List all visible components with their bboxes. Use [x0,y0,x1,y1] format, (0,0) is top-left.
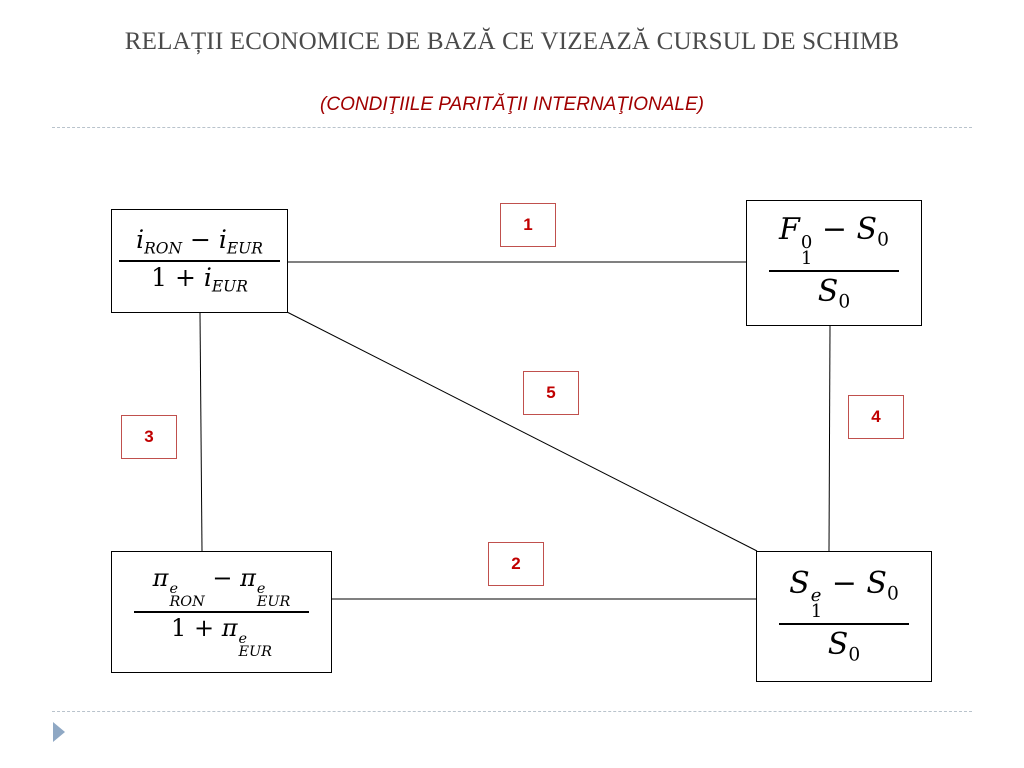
fraction-bar [769,270,899,272]
inflation-numerator: π e RON − π e EUR [152,564,291,611]
forward-formula [747,201,921,325]
fraction-bar [134,611,309,613]
label-5: 5 [523,371,579,415]
forward-denominator: $S_0$ [817,273,851,313]
fraction-bar [779,623,909,625]
label-4: 4 [848,395,904,439]
interest-numerator: $i_{RON} - i_{EUR}$ [136,224,263,258]
inflation-denominator: 1 + π e EUR [171,614,272,660]
fraction-bar [119,260,280,262]
inflation-formula-box [111,551,332,673]
footer-divider [52,711,972,712]
label-2: 2 [488,542,544,586]
connector-forward-expected-spot [829,326,830,551]
connector-interest-expected-spot [287,312,757,551]
label-1: 1 [500,203,556,247]
inflation-formula [112,552,331,672]
expected-spot-numerator: S e 1 − $S_0$ [789,565,899,623]
expected-spot-denominator: $S_0$ [827,627,861,666]
interest-formula [112,210,287,312]
expected-spot-formula-box [756,551,932,682]
connector-interest-inflation [200,313,202,551]
slide-subtitle: (CONDIŢIILE PARITĂŢII INTERNAŢIONALE) [320,94,704,115]
interest-denominator: $1 + i_{EUR}$ [151,263,248,296]
label-3: 3 [121,415,177,459]
interest-formula-box [111,209,288,313]
slide-title: RELAȚII ECONOMICE DE BAZĂ CE VIZEAZĂ CURSUL DE SCHIMB [124,28,900,55]
triangle-bullet-icon [53,722,65,742]
forward-numerator: F 0 1 − $S_0$ [779,212,889,269]
forward-formula-box [746,200,922,326]
expected-spot-formula [757,552,931,681]
